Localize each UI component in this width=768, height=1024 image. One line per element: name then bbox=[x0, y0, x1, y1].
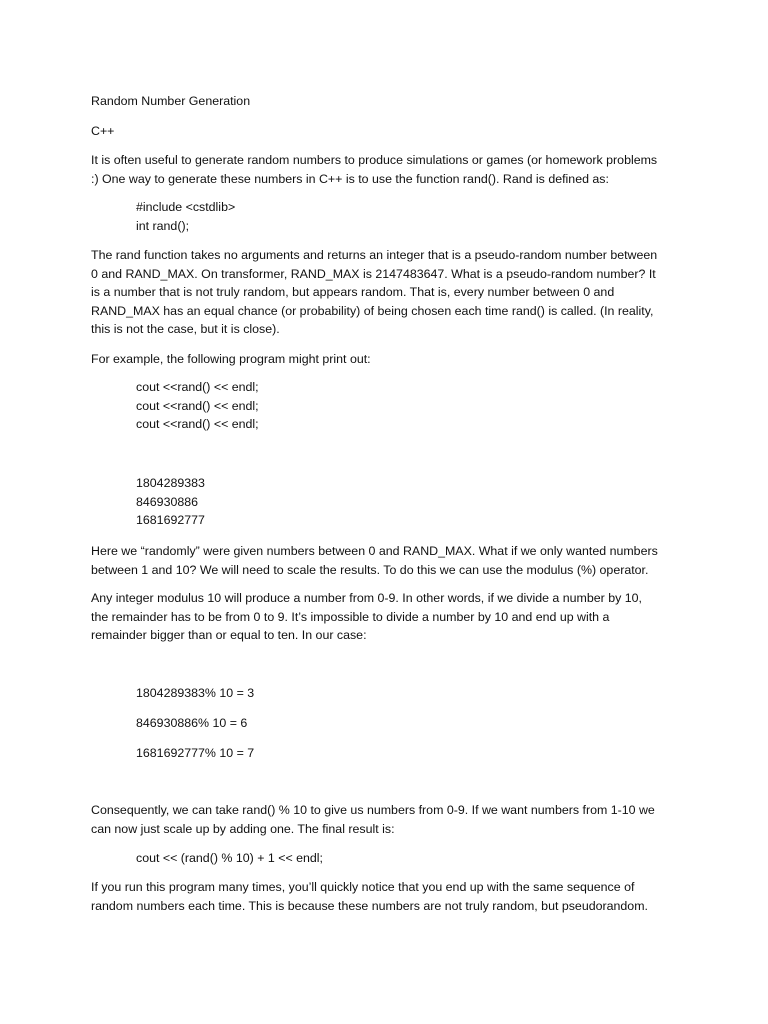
paragraph-line: It is often useful to generate random numbers to produce simulations or games (or homework problems bbox=[91, 153, 658, 167]
title-line: Random Number Generation bbox=[91, 94, 251, 108]
modulus-example-2 bbox=[136, 714, 736, 733]
paragraph-line: RAND_MAX has an equal chance (or probability) of being chosen each time rand() is called. (In reality, bbox=[91, 303, 654, 318]
modulus-line: 846930886% 10 = 6 bbox=[136, 716, 248, 730]
modulus-explanation-paragraph bbox=[91, 589, 691, 645]
intro-paragraph bbox=[91, 151, 691, 188]
paragraph-line: :) One way to generate these numbers in C++ is to use the function rand(). Rand is defined as: bbox=[91, 171, 609, 186]
paragraph-line: The rand function takes no arguments and returns an integer that is a pseudo-random number between bbox=[91, 248, 658, 262]
paragraph-line: remainder bigger than or equal to ten. In our case: bbox=[91, 628, 367, 643]
paragraph-line: between 1 and 10? We will need to scale the results. To do this we can use the modulus (%) operator. bbox=[91, 562, 649, 577]
example-output-block bbox=[136, 474, 736, 530]
paragraph-line: random numbers each time. This is because these numbers are not truly random, but pseudorandom. bbox=[91, 898, 648, 913]
output-line: 1804289383 bbox=[136, 476, 205, 490]
paragraph-line: this is not the case, but it is close). bbox=[91, 322, 280, 337]
scaling-intro-paragraph bbox=[91, 542, 691, 579]
code-line: int rand(); bbox=[136, 218, 190, 233]
modulus-example-1 bbox=[136, 684, 736, 703]
modulus-example-3 bbox=[136, 744, 736, 763]
final-code-line bbox=[136, 849, 736, 868]
paragraph-line: Here we “randomly” were given numbers between 0 and RAND_MAX. What if we only wanted numbers bbox=[91, 544, 658, 558]
rand-description-paragraph bbox=[91, 246, 691, 339]
code-line: #include <cstdlib> bbox=[136, 200, 236, 214]
paragraph-line: If you run this program many times, you’ll quickly notice that you end up with the same sequence of bbox=[91, 880, 635, 894]
subtitle-line: C++ bbox=[91, 124, 115, 138]
consequence-paragraph bbox=[91, 801, 691, 838]
paragraph-line: the remainder has to be from 0 to 9. It’s impossible to divide a number by 10 and end up with a bbox=[91, 609, 610, 624]
paragraph-line: is a number that is not truly random, but appears random. That is, every number between 0 and bbox=[91, 285, 615, 300]
closing-paragraph bbox=[91, 878, 691, 915]
modulus-line: 1681692777% 10 = 7 bbox=[136, 746, 255, 760]
code-line: cout <<rand() << endl; bbox=[136, 380, 259, 394]
definition-code-block bbox=[136, 198, 736, 235]
paragraph-line: can now just scale up by adding one. The final result is: bbox=[91, 821, 395, 836]
example-intro bbox=[91, 350, 691, 369]
code-line: cout <<rand() << endl; bbox=[136, 398, 259, 413]
document-title bbox=[91, 92, 691, 111]
modulus-line: 1804289383% 10 = 3 bbox=[136, 686, 255, 700]
code-line: cout <<rand() << endl; bbox=[136, 417, 259, 432]
output-line: 846930886 bbox=[136, 494, 199, 509]
code-line: cout << (rand() % 10) + 1 << endl; bbox=[136, 851, 324, 865]
paragraph-line: Consequently, we can take rand() % 10 to give us numbers from 0-9. If we want numbers from 1-10 we bbox=[91, 803, 655, 817]
output-line: 1681692777 bbox=[136, 513, 205, 528]
paragraph-line: For example, the following program might print out: bbox=[91, 352, 371, 366]
paragraph-line: 0 and RAND_MAX. On transformer, RAND_MAX is 2147483647. What is a pseudo-random number? It bbox=[91, 266, 656, 281]
document-subtitle bbox=[91, 122, 691, 141]
paragraph-line: Any integer modulus 10 will produce a number from 0-9. In other words, if we divide a number by 10, bbox=[91, 591, 642, 605]
example-code-block bbox=[136, 378, 736, 434]
